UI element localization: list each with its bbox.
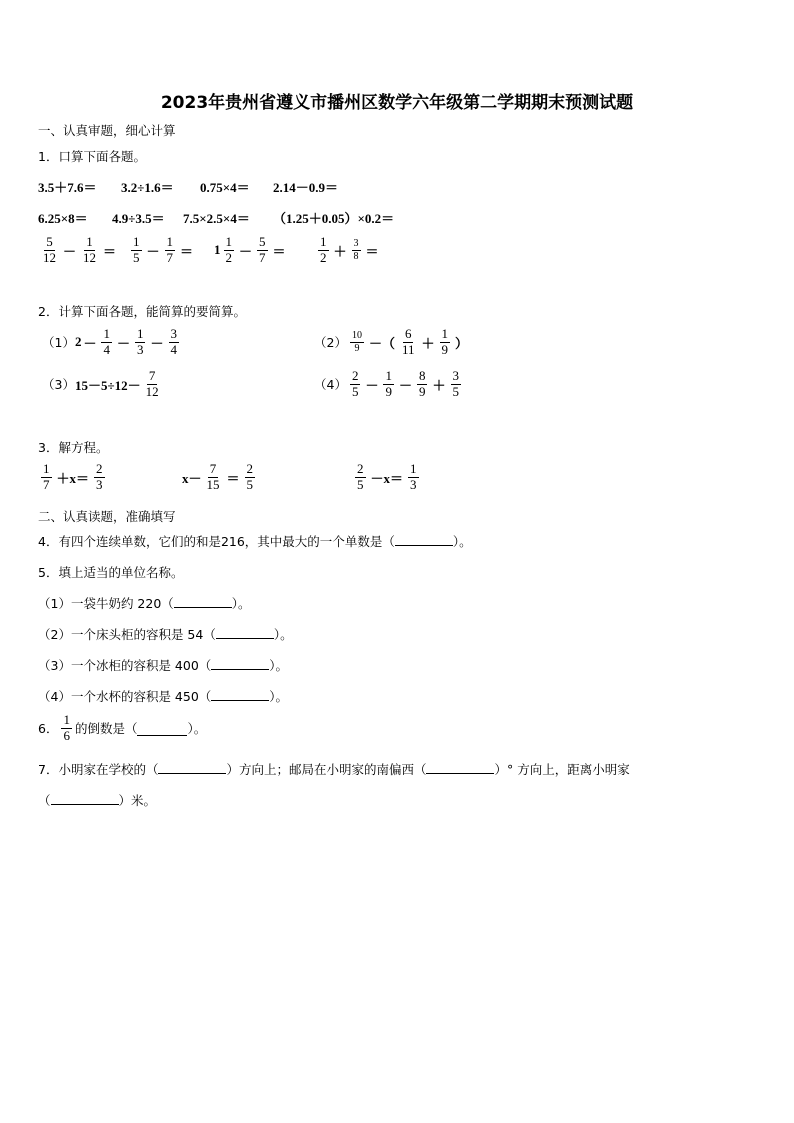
calc-item: 3.5＋7.6＝ bbox=[38, 180, 97, 195]
fraction: $\frac{1}{3}$ bbox=[410, 461, 417, 492]
section-2-heading: 二、认真读题，准确填写 bbox=[38, 509, 176, 524]
fraction: $\frac{1}{6}$ bbox=[63, 712, 70, 743]
question-3-label: 3．解方程。 bbox=[38, 440, 109, 455]
answer-blank[interactable] bbox=[137, 721, 187, 736]
calc-item: 3.2÷1.6＝ bbox=[121, 180, 174, 195]
fraction: $\frac{3}{4}$ bbox=[170, 326, 177, 357]
equation-2: x－ $\frac{7}{15}$ ＝ $\frac{2}{5}$ bbox=[182, 461, 254, 492]
fraction: $\frac{8}{9}$ bbox=[418, 368, 426, 399]
fraction-calc-b: $\frac{1}{5}$ － $\frac{1}{7}$ ＝ bbox=[133, 234, 194, 265]
fraction: $\frac{7}{12}$ bbox=[145, 368, 159, 399]
fraction: $\frac{3}{5}$ bbox=[452, 368, 459, 399]
fraction: $\frac{10}{9}$ bbox=[351, 330, 362, 354]
fraction: $\frac{1}{9}$ bbox=[441, 326, 449, 357]
question-7: 7．小明家在学校的（ ）方向上；邮局在小明家的南偏西（ ）° 方向上，距离小明家 bbox=[38, 762, 630, 777]
fraction: $\frac{1}{2}$ bbox=[320, 234, 327, 265]
answer-blank[interactable] bbox=[51, 804, 119, 805]
answer-blank[interactable] bbox=[174, 607, 232, 608]
question-1-label: 1．口算下面各题。 bbox=[38, 149, 146, 164]
q2-problem-2: （2） $\frac{10}{9}$ －（ $\frac{6}{11}$ ＋ $\frac{1}{9}$ ） bbox=[314, 326, 469, 357]
fraction: $\frac{3}{8}$ bbox=[353, 238, 359, 262]
question-5-item: （4）一个水杯的容积是 450（ ）。 bbox=[38, 689, 289, 704]
question-5-item: （3）一个冰柜的容积是 400（ ）。 bbox=[38, 658, 289, 673]
fraction-calc-d: $\frac{1}{2}$ ＋ $\frac{3}{8}$ ＝ bbox=[320, 234, 379, 265]
fraction: $\frac{5}{12}$ bbox=[43, 234, 56, 265]
fraction: $\frac{1}{7}$ bbox=[166, 234, 174, 265]
question-4: 4．有四个连续单数，它们的和是216，其中最大的一个单数是（ ）。 bbox=[38, 534, 472, 549]
fraction: $\frac{2}{3}$ bbox=[96, 461, 103, 492]
q2-problem-3: （3） 15－5÷12－ $\frac{7}{12}$ bbox=[42, 368, 159, 399]
q2-problem-4: （4） $\frac{2}{5}$ － $\frac{1}{9}$ － $\frac{8}{9}$ ＋ $\frac{3}{5}$ bbox=[314, 368, 459, 399]
calc-item: 7.5×2.5×4＝ bbox=[183, 211, 250, 226]
section-1-heading: 一、认真审题，细心计算 bbox=[38, 123, 176, 138]
fraction: $\frac{6}{11}$ bbox=[401, 326, 415, 357]
answer-blank[interactable] bbox=[395, 545, 453, 546]
fraction: $\frac{1}{9}$ bbox=[385, 368, 392, 399]
answer-blank[interactable] bbox=[426, 773, 494, 774]
fraction: $\frac{1}{2}$ bbox=[225, 234, 232, 265]
calc-item: 2.14－0.9＝ bbox=[273, 180, 339, 195]
fraction: $\frac{7}{15}$ bbox=[206, 461, 220, 492]
question-2-label: 2．计算下面各题，能简算的要简算。 bbox=[38, 304, 246, 319]
question-5-item: （2）一个床头柜的容积是 54（ ）。 bbox=[38, 627, 293, 642]
fraction: $\frac{2}{5}$ bbox=[351, 368, 359, 399]
fraction: $\frac{2}{5}$ bbox=[357, 461, 364, 492]
fraction: $\frac{5}{7}$ bbox=[259, 234, 266, 265]
page-title: 2023年贵州省遵义市播州区数学六年级第二学期期末预测试题 bbox=[160, 93, 634, 113]
answer-blank[interactable] bbox=[158, 773, 226, 774]
calc-item: 4.9÷3.5＝ bbox=[112, 211, 165, 226]
answer-blank[interactable] bbox=[216, 638, 274, 639]
fraction: $\frac{1}{7}$ bbox=[43, 461, 50, 492]
question-6: 6． $\frac{1}{6}$ 的倒数是（ ）。 bbox=[38, 712, 207, 743]
answer-blank[interactable] bbox=[211, 700, 269, 701]
fraction: $\frac{1}{3}$ bbox=[136, 326, 144, 357]
fraction-calc-a: $\frac{5}{12}$ － $\frac{1}{12}$ ＝ bbox=[43, 234, 117, 265]
q2-problem-1: （1） 2 － $\frac{1}{4}$ － $\frac{1}{3}$ － $\frac{3}{4}$ bbox=[42, 326, 177, 357]
fraction: $\frac{2}{5}$ bbox=[246, 461, 254, 492]
calc-item: 0.75×4＝ bbox=[200, 180, 250, 195]
calc-item: （1.25＋0.05）×0.2＝ bbox=[273, 211, 395, 226]
question-5-label: 5．填上适当的单位名称。 bbox=[38, 565, 184, 580]
fraction: $\frac{1}{12}$ bbox=[83, 234, 97, 265]
fraction: $\frac{1}{4}$ bbox=[103, 326, 110, 357]
equation-1: $\frac{1}{7}$ ＋x＝ $\frac{2}{3}$ bbox=[43, 461, 103, 492]
fraction: $\frac{1}{5}$ bbox=[133, 234, 140, 265]
fraction-calc-c: 1 $\frac{1}{2}$ － $\frac{5}{7}$ ＝ bbox=[214, 234, 286, 265]
answer-blank[interactable] bbox=[211, 669, 269, 670]
equation-3: $\frac{2}{5}$ －x＝ $\frac{1}{3}$ bbox=[357, 461, 417, 492]
calc-item: 6.25×8＝ bbox=[38, 211, 88, 226]
question-5-item: （1）一袋牛奶约 220（ ）。 bbox=[38, 596, 251, 611]
question-7-continued: （ ）米。 bbox=[38, 793, 157, 808]
